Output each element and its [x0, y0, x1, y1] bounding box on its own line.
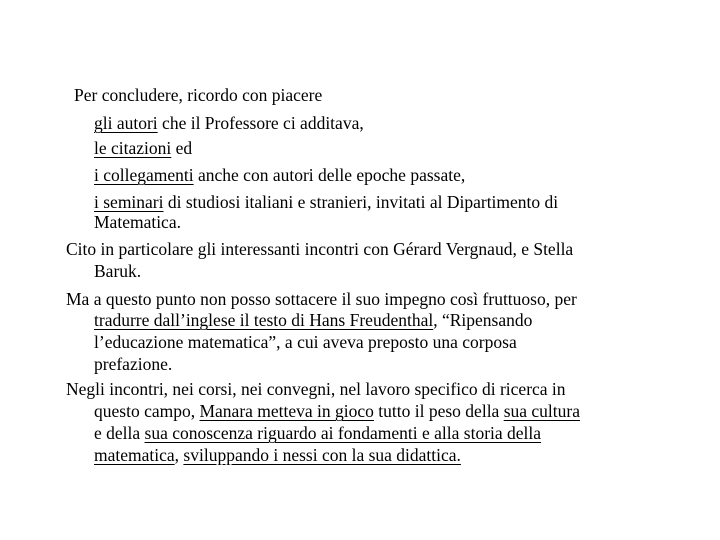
p3-line-1-text: Ma a questo punto non posso sottacere il suo impegno così fruttuoso, per: [66, 289, 577, 309]
p2-line-1: [66, 238, 573, 260]
p4-line-4-text-1: ,: [174, 445, 184, 465]
p4-underlined-matematica: matematica: [94, 445, 175, 465]
p3-line-2-text: , “Ripensando: [433, 310, 533, 330]
p4-underlined-manara: Manara metteva in gioco: [199, 401, 374, 421]
p1-underlined-i-seminari: i seminari: [94, 192, 164, 212]
p4-line-2-text-1: questo campo,: [94, 401, 200, 421]
p1-line-6-text: Matematica.: [94, 212, 181, 232]
p3-line-4: [94, 353, 172, 375]
p1-line-1: [74, 84, 322, 106]
p1-underlined-le-citazioni: le citazioni: [94, 138, 172, 158]
p1-line-3: [94, 137, 192, 159]
p4-line-3: [94, 422, 541, 444]
p1-underlined-gli-autori: gli autori: [94, 113, 158, 133]
p1-line-1-text: Per concludere, ricordo con piacere: [74, 85, 323, 105]
p4-line-2: [94, 400, 580, 422]
p3-underlined-tradurre: tradurre dall’inglese il testo di Hans Freudenthal: [94, 310, 434, 330]
p1-line-6: [94, 211, 181, 233]
p3-line-4-text: prefazione.: [94, 354, 173, 374]
p4-underlined-conoscenza: sua conoscenza riguardo ai fondamenti e alla storia della: [144, 423, 542, 443]
p1-line-5-text: di studiosi italiani e stranieri, invitati al Dipartimento di: [163, 192, 559, 212]
p4-line-4: [94, 444, 461, 466]
p1-line-4-text: anche con autori delle epoche passate,: [193, 165, 466, 185]
p1-underlined-i-collegamenti: i collegamenti: [94, 165, 194, 185]
p2-line-1-text: Cito in particolare gli interessanti incontri con Gérard Vergnaud, e Stella: [66, 239, 574, 259]
p4-underlined-sviluppando: sviluppando i nessi con la sua didattica.: [183, 445, 461, 465]
p1-line-2-text: che il Professore ci additava,: [157, 113, 364, 133]
p4-line-2-text-2: tutto il peso della: [373, 401, 504, 421]
p1-line-4: [94, 164, 465, 186]
p1-line-5: [94, 191, 558, 213]
p2-line-2: [94, 260, 141, 282]
p3-line-3-text: l’educazione matematica”, a cui aveva preposto una corposa: [94, 332, 517, 352]
p4-line-3-text-1: e della: [94, 423, 145, 443]
p3-line-1: [66, 288, 577, 310]
p3-line-3: [94, 331, 517, 353]
p4-line-1: [66, 378, 566, 400]
p4-underlined-sua-cultura: sua cultura: [503, 401, 580, 421]
p4-line-1-text: Negli incontri, nei corsi, nei convegni, nel lavoro specifico di ricerca in: [66, 379, 566, 399]
p3-line-2: [94, 309, 532, 331]
p1-line-3-text: ed: [171, 138, 193, 158]
p2-line-2-text: Baruk.: [94, 261, 142, 281]
p1-line-2: [94, 112, 364, 134]
